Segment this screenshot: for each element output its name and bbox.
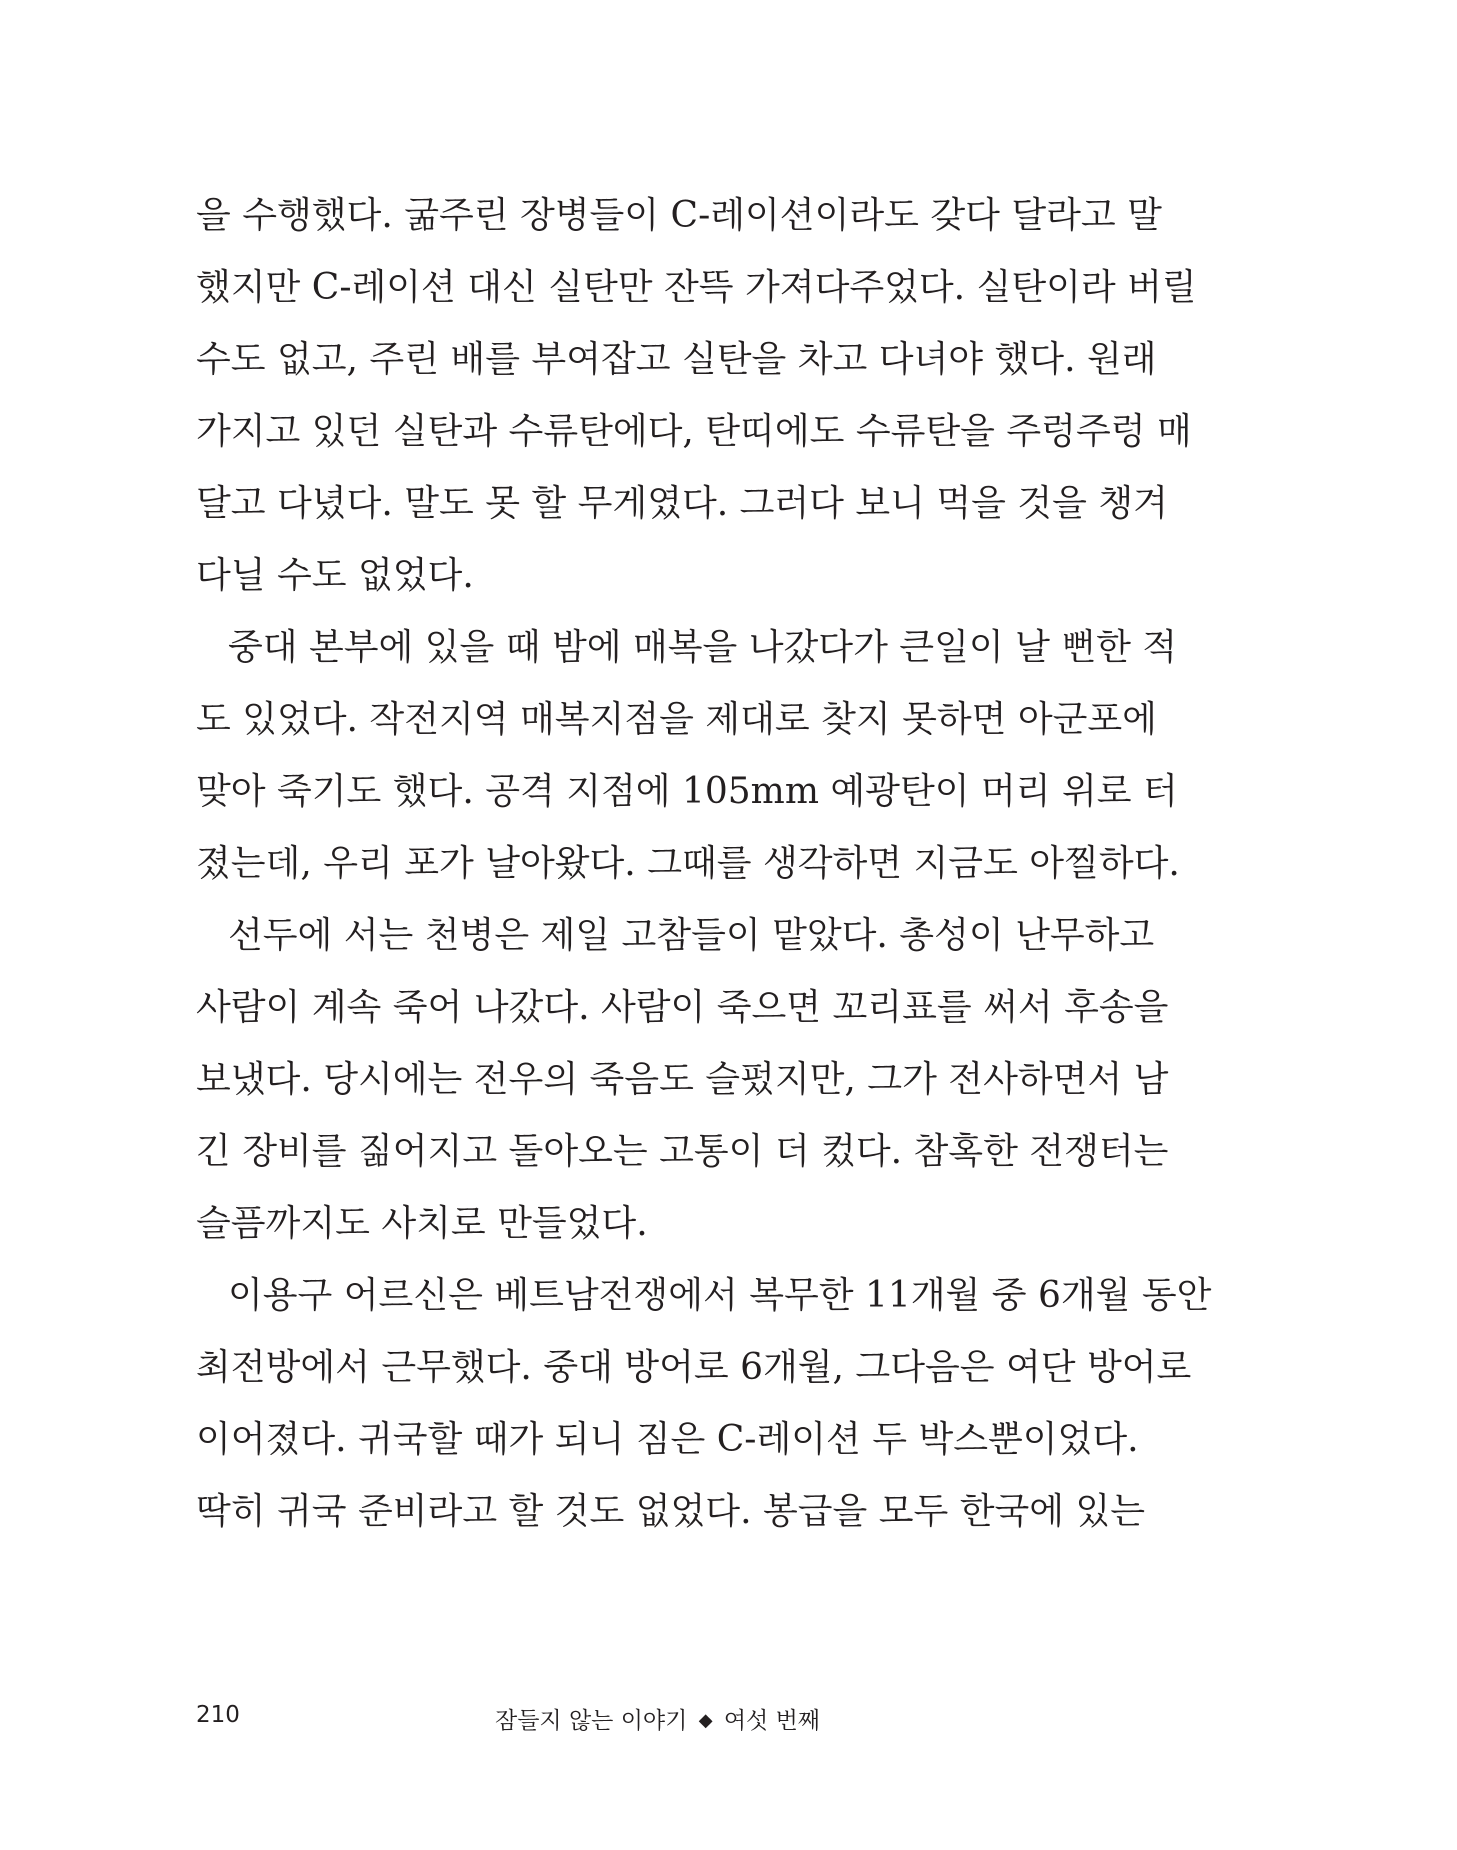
text-line: 맞아 죽기도 했다. 공격 지점에 105mm 예광탄이 머리 위로 터 <box>196 771 1178 812</box>
text-line: 했지만 C-레이션 대신 실탄만 잔뜩 가져다주었다. 실탄이라 버릴 <box>196 267 1197 308</box>
text-line: 다닐 수도 없었다. <box>196 555 474 596</box>
text-line: 보냈다. 당시에는 전우의 죽음도 슬펐지만, 그가 전사하면서 남 <box>196 1059 1169 1100</box>
text-line: 최전방에서 근무했다. 중대 방어로 6개월, 그다음은 여단 방어로 <box>196 1347 1192 1388</box>
text-line: 긴 장비를 짊어지고 돌아오는 고통이 더 컸다. 참혹한 전쟁터는 <box>196 1131 1169 1172</box>
text-line: 딱히 귀국 준비라고 할 것도 없었다. 봉급을 모두 한국에 있는 <box>196 1491 1146 1532</box>
text-line: 달고 다녔다. 말도 못 할 무게였다. 그러다 보니 먹을 것을 챙겨 <box>196 483 1168 524</box>
text-line: 이용구 어르신은 베트남전쟁에서 복무한 11개월 중 6개월 동안 <box>228 1275 1212 1316</box>
diamond-separator-icon: ◆ <box>698 1710 713 1731</box>
running-title <box>495 1702 820 1735</box>
page-footer <box>0 1702 1457 1742</box>
text-line: 이어졌다. 귀국할 때가 되니 짐은 C-레이션 두 박스뿐이었다. <box>196 1419 1139 1460</box>
text-line: 도 있었다. 작전지역 매복지점을 제대로 찾지 못하면 아군포에 <box>196 699 1157 740</box>
text-line: 가지고 있던 실탄과 수류탄에다, 탄띠에도 수류탄을 주렁주렁 매 <box>196 411 1192 452</box>
page-number: 210 <box>196 1702 240 1728</box>
section-title: 여섯 번째 <box>723 1708 821 1734</box>
book-title: 잠들지 않는 이야기 <box>495 1708 688 1734</box>
body-text <box>196 180 1212 1548</box>
text-line: 사람이 계속 죽어 나갔다. 사람이 죽으면 꼬리표를 써서 후송을 <box>196 987 1169 1028</box>
text-line: 을 수행했다. 굶주린 장병들이 C-레이션이라도 갖다 달라고 말 <box>196 195 1162 236</box>
text-line: 중대 본부에 있을 때 밤에 매복을 나갔다가 큰일이 날 뻔한 적 <box>228 627 1178 668</box>
text-line: 선두에 서는 천병은 제일 고참들이 맡았다. 총성이 난무하고 <box>228 915 1155 956</box>
text-line: 슬픔까지도 사치로 만들었다. <box>196 1203 648 1244</box>
text-line: 수도 없고, 주린 배를 부여잡고 실탄을 차고 다녀야 했다. 원래 <box>196 339 1157 380</box>
text-line: 졌는데, 우리 포가 날아왔다. 그때를 생각하면 지금도 아찔하다. <box>196 843 1180 884</box>
